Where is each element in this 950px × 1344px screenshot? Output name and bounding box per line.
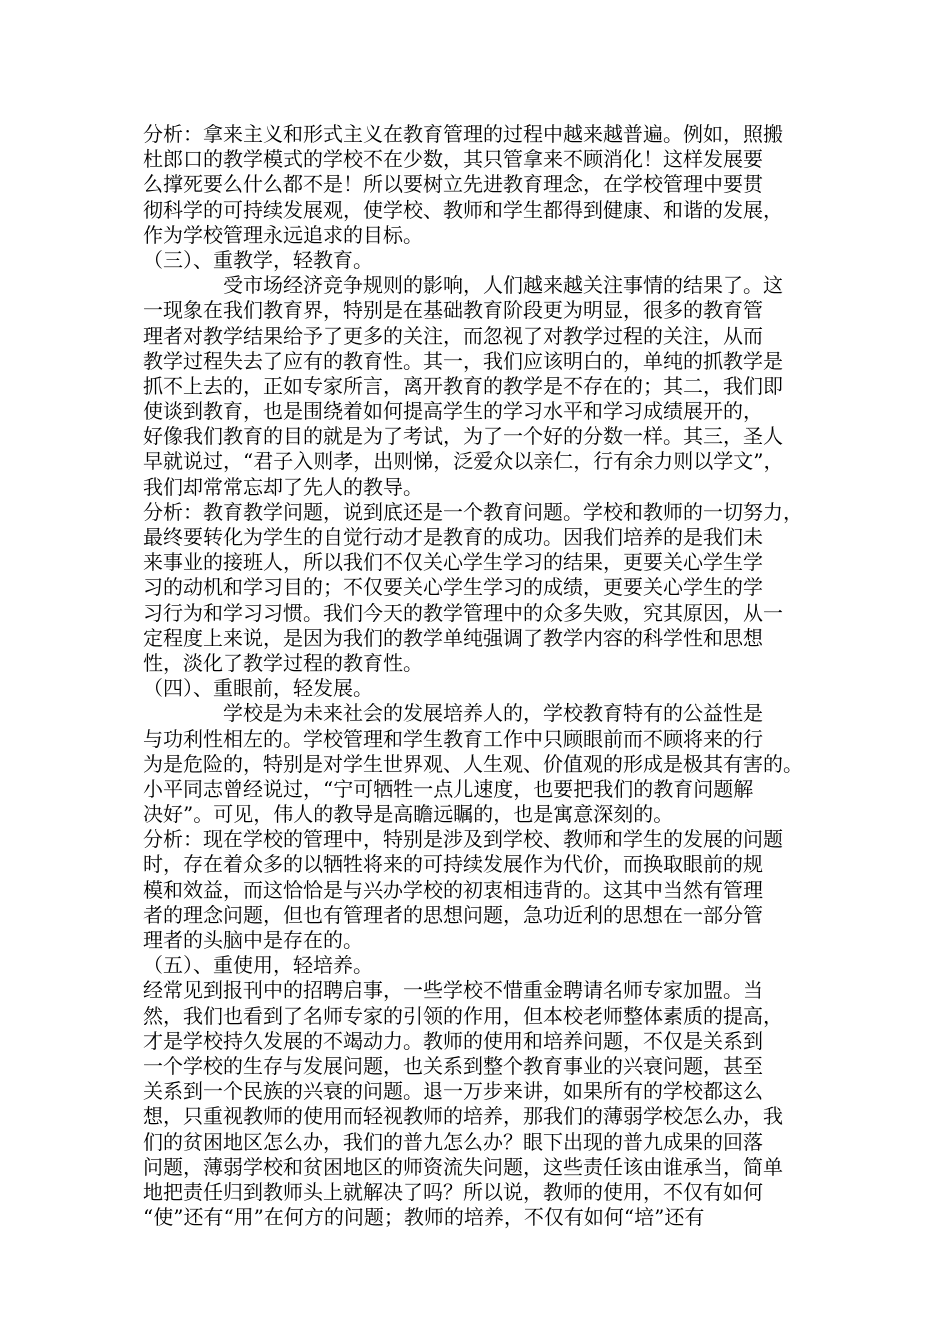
paragraph-line: 分析：教育教学问题，说到底还是一个教育问题。学校和教师的一切努力， [143,499,803,524]
paragraph-line: 使谈到教育，也是围绕着如何提高学生的学习水平和学习成绩展开的， [143,399,763,424]
paragraph-line: 一个学校的生存与发展问题，也关系到整个教育事业的兴衰问题，甚至 [143,1053,763,1078]
paragraph-line: “使”还有“用”在何方的问题；教师的培养，不仅有如何“培”还有 [143,1205,705,1230]
paragraph-line: 与功利性相左的。学校管理和学生教育工作中只顾眼前而不顾将来的行 [143,726,763,751]
paragraph-line: 小平同志曾经说过，“宁可牺牲一点儿速度，也要把我们的教育问题解 [143,776,754,801]
paragraph-line: 来事业的接班人，所以我们不仅关心学生学习的结果，更要关心学生学 [143,550,763,575]
paragraph-line: 理者对教学结果给予了更多的关注，而忽视了对教学过程的关注，从而 [143,323,763,348]
paragraph-line: 杜郎口的教学模式的学校不在少数，其只管拿来不顾消化！这样发展要 [143,147,763,172]
paragraph-line: 我们却常常忘却了先人的教导。 [143,474,423,499]
paragraph-line: 模和效益，而这恰恰是与兴办学校的初衷相违背的。这其中当然有管理 [143,877,763,902]
paragraph-line: 学校是为未来社会的发展培养人的，学校教育特有的公益性是 [223,701,763,726]
paragraph-line: 习的动机和学习目的；不仅要关心学生学习的成绩，更要关心学生的学 [143,575,763,600]
paragraph-line: 关系到一个民族的兴衰的问题。退一万步来讲，如果所有的学校都这么 [143,1079,763,1104]
paragraph-line: 理者的头脑中是存在的。 [143,928,363,952]
paragraph-line: 地把责任归到教师头上就解决了吗？所以说，教师的使用，不仅有如何 [143,1179,763,1204]
paragraph-line: 抓不上去的，正如专家所言，离开教育的教学是不存在的；其二，我们即 [143,373,783,398]
paragraph-line: 么撑死要么什么都不是！所以要树立先进教育理念，在学校管理中要贯 [143,172,763,197]
paragraph-line: 分析：现在学校的管理中，特别是涉及到学校、教师和学生的发展的问题 [143,827,783,852]
paragraph-line: 作为学校管理永远追求的目标。 [143,222,423,247]
paragraph-line: 性，淡化了教学过程的教育性。 [143,650,423,675]
paragraph-line: 分析：拿来主义和形式主义在教育管理的过程中越来越普遍。例如，照搬 [143,122,783,146]
paragraph-line: 然，我们也看到了名师专家的引领的作用，但本校老师整体素质的提高， [143,1003,783,1028]
paragraph-line: 决好”。可见，伟人的教导是高瞻远瞩的，也是寓意深刻的。 [143,802,674,827]
section-heading: （三）、重教学，轻教育。 [143,247,373,272]
paragraph-line: 者的理念问题，但也有管理者的思想问题，急功近利的思想在一部分管 [143,902,763,927]
section-heading: （四）、重眼前，轻发展。 [143,676,373,701]
paragraph-line: 受市场经济竞争规则的影响，人们越来越关注事情的结果了。这 [223,273,783,298]
paragraph-line: 教学过程失去了应有的教育性。其一，我们应该明白的，单纯的抓教学是 [143,348,783,373]
paragraph-line: 好像我们教育的目的就是为了考试，为了一个好的分数一样。其三，圣人 [143,424,783,449]
paragraph-line: 一现象在我们教育界，特别是在基础教育阶段更为明显，很多的教育管 [143,298,763,323]
paragraph-line: 习行为和学习习惯。我们今天的教学管理中的众多失败，究其原因，从一 [143,600,783,625]
paragraph-line: 经常见到报刊中的招聘启事，一些学校不惜重金聘请名师专家加盟。当 [143,978,763,1003]
paragraph-line: 早就说过，“君子入则孝，出则悌，泛爱众以亲仁，行有余力则以学文”， [143,449,784,474]
paragraph-line: 想，只重视教师的使用而轻视教师的培养，那我们的薄弱学校怎么办，我 [143,1104,783,1129]
paragraph-line: 问题，薄弱学校和贫困地区的师资流失问题，这些责任该由谁承当，简单 [143,1154,783,1179]
paragraph-line: 时，存在着众多的以牺牲将来的可持续发展作为代价，而换取眼前的规 [143,852,763,877]
section-heading: （五）、重使用，轻培养。 [143,953,373,978]
paragraph-line: 定程度上来说，是因为我们的教学单纯强调了教学内容的科学性和思想 [143,625,763,650]
paragraph-line: 彻科学的可持续发展观，使学校、教师和学生都得到健康、和谐的发展， [143,197,783,222]
document-body [143,122,813,1230]
paragraph-line: 们的贫困地区怎么办，我们的普九怎么办？眼下出现的普九成果的回落 [143,1129,763,1154]
paragraph-line: 为是危险的，特别是对学生世界观、人生观、价值观的形成是极其有害的。 [143,751,803,776]
paragraph-line: 才是学校持久发展的不竭动力。教师的使用和培养问题，不仅是关系到 [143,1028,763,1053]
paragraph-line: 最终要转化为学生的自觉行动才是教育的成功。因我们培养的是我们未 [143,525,763,549]
